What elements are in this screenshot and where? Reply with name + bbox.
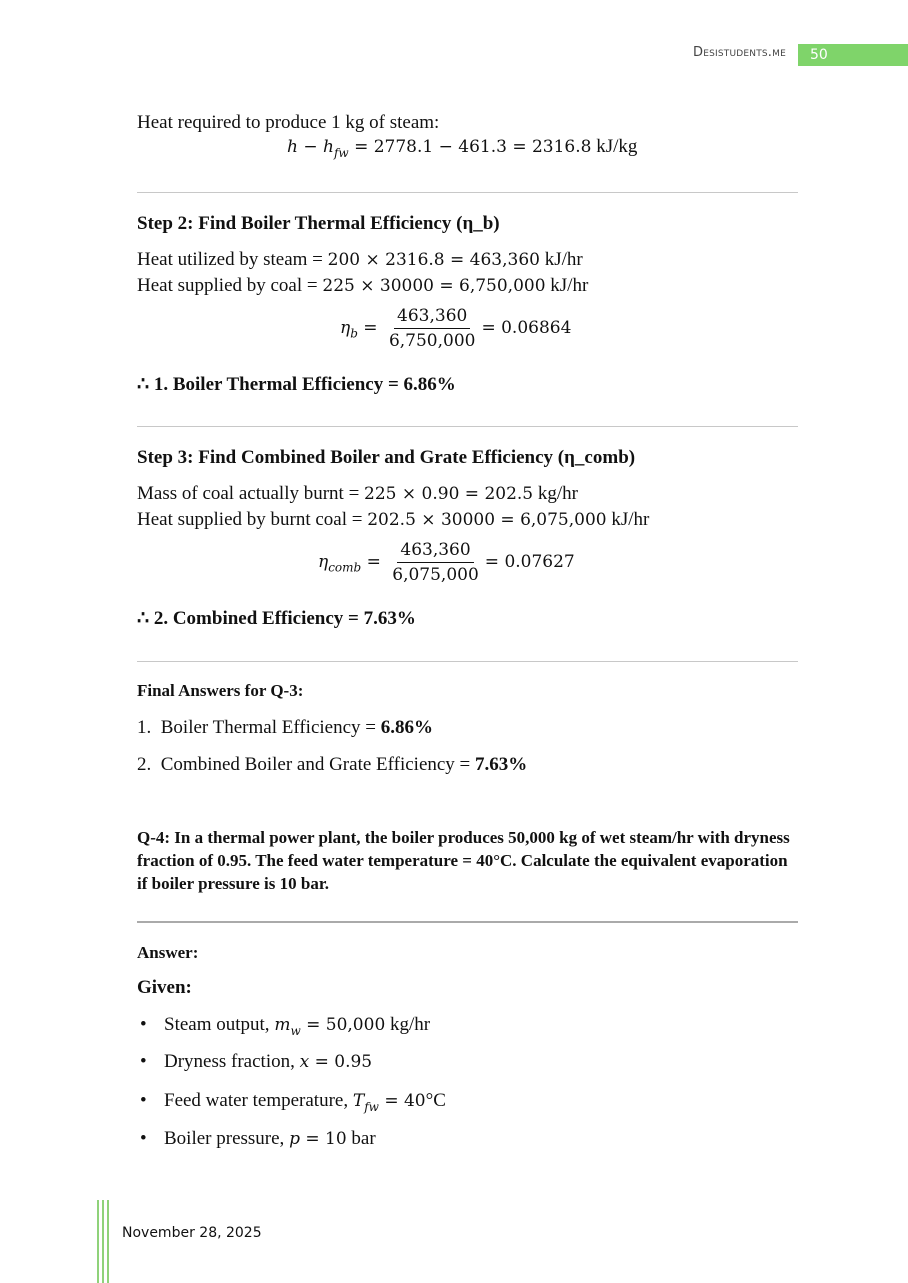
- numerator: 463,360: [397, 540, 473, 563]
- result: = 0.07627: [484, 552, 575, 572]
- var: x: [299, 1052, 310, 1072]
- label: Feed water temperature,: [164, 1090, 353, 1111]
- given-label: Given:: [137, 977, 192, 998]
- label: Mass of coal actually burnt =: [137, 483, 365, 504]
- unit: kg/hr: [533, 483, 578, 504]
- bullet-icon: •: [140, 1090, 147, 1111]
- step2-conclusion: ∴ 1. Boiler Thermal Efficiency = 6.86%: [137, 374, 456, 395]
- eq-unit: kJ/kg: [591, 136, 638, 157]
- unit: bar: [346, 1128, 376, 1149]
- step2-heading: Step 2: Find Boiler Thermal Efficiency (η_b): [137, 213, 500, 234]
- divider: [137, 192, 798, 193]
- divider: [137, 426, 798, 427]
- combined-efficiency-fraction: $\eta_{comb}$ = $\frac{463,360}{6,075,000}$ = 0.07627: [318, 540, 575, 585]
- final-answer-item: [137, 717, 433, 739]
- unit: °C: [425, 1090, 446, 1111]
- given-item: [164, 1128, 376, 1150]
- value: = 10: [299, 1129, 347, 1149]
- result: = 0.06864: [481, 318, 572, 338]
- given-item: [164, 1014, 430, 1038]
- value: = 0.95: [309, 1052, 373, 1072]
- item-label: Boiler Thermal Efficiency =: [160, 717, 381, 738]
- value: 202.5 × 30000 = 6,075,000: [367, 510, 607, 530]
- eq-lhs: h − h: [287, 137, 334, 157]
- denominator: 6,750,000: [388, 331, 476, 351]
- efficiency-fraction: $\eta_b$ = $\frac{463,360}{6,750,000}$ = 0.06864: [340, 306, 572, 351]
- divider: [137, 661, 798, 662]
- sub: fw: [364, 1099, 379, 1114]
- numerator: 463,360: [394, 306, 470, 329]
- item-label: Combined Boiler and Grate Efficiency =: [160, 754, 476, 775]
- heat-supplied-line: [137, 275, 588, 297]
- answer-label: Answer:: [137, 943, 199, 962]
- unit: kg/hr: [385, 1014, 431, 1035]
- item-value: 7.63%: [475, 754, 528, 775]
- footer-date: November 28, 2025: [122, 1225, 262, 1241]
- eq-sub: fw: [333, 145, 349, 160]
- item-number: 2.: [137, 754, 152, 775]
- value: 200 × 2316.8 = 463,360: [327, 250, 540, 270]
- given-item: [164, 1090, 446, 1114]
- heat-utilized-line: [137, 249, 583, 271]
- var: m: [274, 1015, 291, 1035]
- enthalpy-equation: [287, 136, 637, 160]
- var: T: [352, 1091, 365, 1111]
- final-answer-item: [137, 754, 527, 776]
- eta: η: [340, 318, 351, 338]
- given-item: [164, 1051, 372, 1073]
- coal-burnt-line: [137, 483, 578, 505]
- bullet-icon: •: [140, 1128, 147, 1149]
- sub: w: [290, 1023, 301, 1038]
- value: 225 × 0.90 = 202.5: [364, 484, 534, 504]
- divider: [137, 921, 798, 923]
- heat-burnt-coal-line: [137, 509, 649, 531]
- unit: kJ/hr: [606, 509, 650, 530]
- heat-required-label: Heat required to produce 1 kg of steam:: [137, 112, 440, 133]
- eq-rhs: = 2778.1 − 461.3 = 2316.8: [348, 137, 592, 157]
- unit: kJ/hr: [539, 249, 583, 270]
- final-answers-heading: Final Answers for Q-3:: [137, 681, 304, 700]
- item-value: 6.86%: [380, 717, 433, 738]
- question-4: Q-4: In a thermal power plant, the boiler produces 50,000 kg of wet steam/hr with dryness fraction of 0.95. The feed water temperature = 40°C. Calculate the equivalent evaporation if boiler pressure is 10 bar.: [137, 828, 790, 893]
- label: Heat supplied by burnt coal =: [137, 509, 368, 530]
- step3-conclusion: ∴ 2. Combined Efficiency = 7.63%: [137, 608, 416, 629]
- denominator: 6,075,000: [392, 565, 479, 585]
- eta-sub: b: [350, 326, 358, 341]
- label: Dryness fraction,: [164, 1051, 300, 1072]
- unit: kJ/hr: [545, 275, 589, 296]
- footer-decoration: [97, 1200, 110, 1283]
- label: Boiler pressure,: [164, 1128, 290, 1149]
- site-name: Desistudents.me: [692, 45, 786, 60]
- label: Heat utilized by steam =: [137, 249, 328, 270]
- var: p: [289, 1129, 300, 1149]
- step3-heading: Step 3: Find Combined Boiler and Grate Efficiency (η_comb): [137, 447, 636, 468]
- eta-sub: comb: [328, 560, 362, 575]
- eta: η: [318, 552, 329, 572]
- label: Steam output,: [164, 1014, 275, 1035]
- bullet-icon: •: [140, 1051, 147, 1072]
- page-number: 50: [798, 44, 908, 66]
- value: 225 × 30000 = 6,750,000: [322, 276, 546, 296]
- bullet-icon: •: [140, 1014, 147, 1035]
- item-number: 1.: [137, 717, 152, 738]
- value: = 40: [378, 1091, 426, 1111]
- label: Heat supplied by coal =: [137, 275, 323, 296]
- value: = 50,000: [300, 1015, 386, 1035]
